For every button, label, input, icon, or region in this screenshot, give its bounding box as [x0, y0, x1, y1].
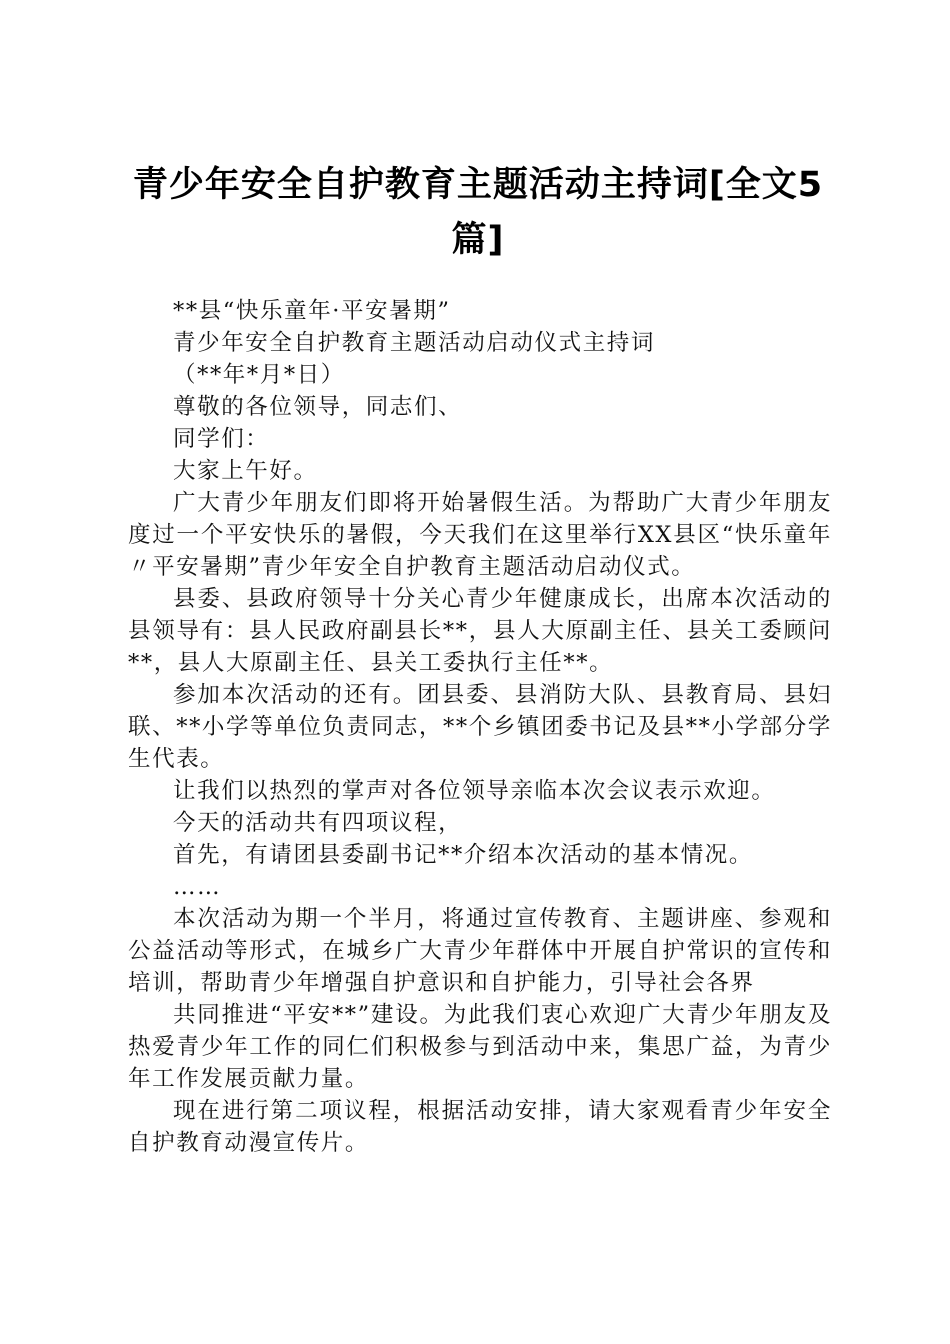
paragraph-subtitle: 青少年安全自护教育主题活动启动仪式主持词 — [173, 330, 656, 356]
paragraph-greeting-students: 同学们： — [173, 426, 270, 452]
paragraph-leaders: 县委、县政府领导十分关心青少年健康成长，出席本次活动的县领导有：县人民政府副县长**，县人大原副主任、县关工委顾问**，县人大原副主任、县关工委执行主任**。 — [128, 586, 832, 676]
paragraph-activity-description: 本次活动为期一个半月，将通过宣传教育、主题讲座、参观和公益活动等形式，在城乡广大青少年群体中开展自护常识的宣传和培训，帮助青少年增强自护意识和自护能力，引导社会各界 — [128, 906, 832, 996]
paragraph-first-item: 首先，有请团县委副书记**介绍本次活动的基本情况。 — [173, 842, 754, 868]
paragraph-good-morning: 大家上午好。 — [173, 458, 318, 484]
paragraph-second-item: 现在进行第二项议程，根据活动安排，请大家观看青少年安全自护教育动漫宣传片。 — [128, 1098, 832, 1156]
document-title: 青少年安全自护教育主题活动主持词[全文5篇] — [132, 165, 824, 260]
document-body — [128, 295, 832, 1159]
paragraph-agenda: 今天的活动共有四项议程， — [173, 810, 463, 836]
paragraph-attendees: 参加本次活动的还有。团县委、县消防大队、县教育局、县妇联、**小学等单位负责同志，**个乡镇团委书记及县**小学部分学生代表。 — [128, 682, 832, 772]
paragraph-call-to-action: 共同推进“平安**”建设。为此我们衷心欢迎广大青少年朋友及热爱青少年工作的同仁们积极参与到活动中来，集思广益，为青少年工作发展贡献力量。 — [128, 1002, 832, 1092]
paragraph-event-name: **县“快乐童年·平安暑期” — [173, 298, 451, 324]
paragraph-ellipsis: …… — [173, 874, 222, 900]
paragraph-greeting-leaders: 尊敬的各位领导，同志们、 — [173, 394, 463, 420]
paragraph-date: （**年*月*日） — [173, 362, 345, 388]
paragraph-welcome: 让我们以热烈的掌声对各位领导亲临本次会议表示欢迎。 — [173, 778, 776, 804]
paragraph-intro: 广大青少年朋友们即将开始暑假生活。为帮助广大青少年朋友度过一个平安快乐的暑假，今天我们在这里举行XX县区“快乐童年〃平安暑期”青少年安全自护教育主题活动启动仪式。 — [128, 490, 832, 580]
